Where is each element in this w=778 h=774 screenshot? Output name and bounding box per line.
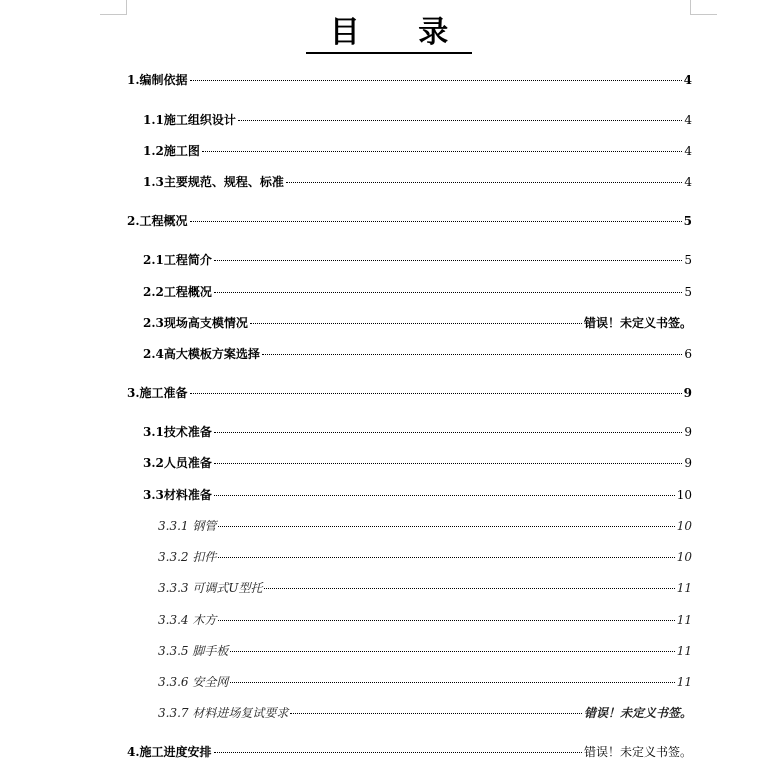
- dot-leader: [214, 260, 682, 261]
- toc-entry-2-3[interactable]: [143, 315, 692, 331]
- toc-entry-text: 3.1技术准备: [143, 425, 212, 439]
- toc-entry-3-2[interactable]: [143, 455, 692, 471]
- toc-entry-1-3[interactable]: [143, 174, 692, 190]
- toc-page-number: 11: [676, 581, 692, 595]
- toc-page-number: 11: [676, 613, 692, 627]
- toc-page-number: 5: [684, 253, 692, 267]
- dot-leader: [286, 182, 682, 183]
- toc-entry-text: 2.4高大模板方案选择: [143, 347, 260, 361]
- toc-entry-text: 1.1施工组织设计: [143, 113, 236, 127]
- toc-entry-2-4[interactable]: [143, 346, 692, 362]
- toc-entry-2-1[interactable]: [143, 252, 692, 268]
- dot-leader: [218, 620, 674, 621]
- dot-leader: [230, 651, 674, 652]
- dot-leader: [190, 80, 682, 81]
- toc-entry-1-2[interactable]: [143, 143, 692, 159]
- toc-entry-3-3-3[interactable]: [158, 580, 692, 596]
- toc-page-number: 4: [683, 73, 692, 87]
- toc-page-number: 10: [676, 488, 692, 502]
- toc-entry-3-3-2[interactable]: [158, 549, 692, 565]
- toc-entry-text: 3.3.1 钢管: [158, 519, 217, 533]
- toc-entry-text: 3.3.4 木方: [158, 613, 217, 627]
- dot-leader: [214, 463, 682, 464]
- dot-leader: [214, 752, 582, 753]
- toc-entry-text: 2.2工程概况: [143, 285, 212, 299]
- toc-entry-text: 1.编制依据: [127, 73, 188, 87]
- toc-entry-text: 3.3.6 安全网: [158, 675, 229, 689]
- toc-page-number: 11: [676, 644, 692, 658]
- toc-bookmark-error: 错误！未定义书签。: [583, 316, 692, 330]
- toc-entry-1[interactable]: [127, 72, 692, 88]
- toc-entry-3-1[interactable]: [143, 424, 692, 440]
- dot-leader: [218, 557, 674, 558]
- dot-leader: [262, 354, 682, 355]
- toc-page-number: 6: [684, 347, 692, 361]
- toc-entry-text: 3.3.7 材料进场复试要求: [158, 706, 289, 720]
- dot-leader: [190, 393, 682, 394]
- toc-entry-text: 3.3.5 脚手板: [158, 644, 229, 658]
- toc-page-number: 9: [684, 456, 692, 470]
- dot-leader: [214, 432, 682, 433]
- toc-page-number: 9: [684, 425, 692, 439]
- toc-entry-text: 1.2施工图: [143, 144, 200, 158]
- toc-entry-2-2[interactable]: [143, 284, 692, 300]
- toc-entry-text: 2.1工程简介: [143, 253, 212, 267]
- toc-entry-3-3-1[interactable]: [158, 518, 692, 534]
- toc-entry-text: 3.施工准备: [127, 386, 188, 400]
- toc-entry-4[interactable]: [127, 744, 692, 760]
- toc-page-number: 4: [684, 113, 692, 127]
- toc-entry-text: 2.工程概况: [127, 214, 188, 228]
- toc-page-number: 10: [676, 550, 692, 564]
- toc-entry-text: 1.3主要规范、规程、标准: [143, 175, 284, 189]
- toc-title-text: 目 录: [306, 14, 472, 54]
- toc-page-number: 4: [684, 175, 692, 189]
- dot-leader: [214, 292, 682, 293]
- dot-leader: [230, 682, 674, 683]
- toc-page-number: 4: [684, 144, 692, 158]
- dot-leader: [238, 120, 682, 121]
- dot-leader: [218, 526, 674, 527]
- toc-entry-3-3[interactable]: [143, 487, 692, 503]
- toc-entry-3-3-7[interactable]: [158, 705, 692, 721]
- toc-entry-text: 3.2人员准备: [143, 456, 212, 470]
- toc-page-number: 10: [676, 519, 692, 533]
- toc-entry-text: 3.3.2 扣件: [158, 550, 217, 564]
- dot-leader: [290, 713, 582, 714]
- toc-entry-text: 2.3现场高支模情况: [143, 316, 248, 330]
- dot-leader: [264, 588, 674, 589]
- toc-page-number: 9: [683, 386, 692, 400]
- toc-entry-3-3-5[interactable]: [158, 643, 692, 659]
- toc-bookmark-error: 错误！未定义书签。: [583, 745, 692, 759]
- toc-entry-text: 4.施工进度安排: [127, 745, 212, 759]
- toc-entry-3-3-6[interactable]: [158, 674, 692, 690]
- dot-leader: [190, 221, 682, 222]
- dot-leader: [202, 151, 682, 152]
- toc-entry-1-1[interactable]: [143, 112, 692, 128]
- toc-page-number: 11: [676, 675, 692, 689]
- toc-entry-3[interactable]: [127, 385, 692, 401]
- toc-bookmark-error: 错误！未定义书签。: [583, 706, 692, 720]
- dot-leader: [250, 323, 582, 324]
- toc-entry-text: 3.3材料准备: [143, 488, 212, 502]
- toc-entry-3-3-4[interactable]: [158, 612, 692, 628]
- toc-page-number: 5: [683, 214, 692, 228]
- toc-entry-text: 3.3.3 可调式U型托: [158, 581, 263, 595]
- toc-entry-2[interactable]: [127, 213, 692, 229]
- toc-page-number: 5: [684, 285, 692, 299]
- dot-leader: [214, 495, 675, 496]
